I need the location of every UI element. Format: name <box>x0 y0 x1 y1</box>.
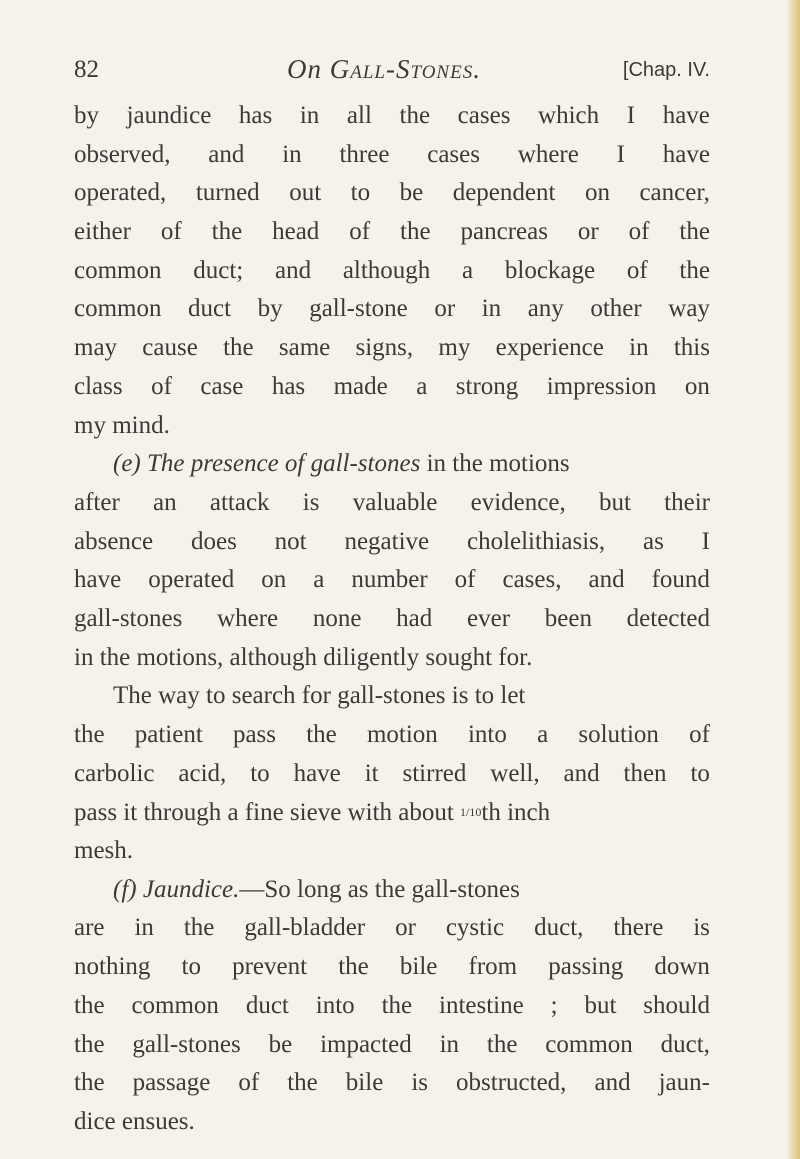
word: gall-stone <box>309 295 408 323</box>
word: acid, <box>178 759 227 787</box>
running-title <box>287 54 481 85</box>
word: either <box>74 218 131 246</box>
text-line <box>74 252 710 291</box>
line-text: in the motions <box>426 450 570 478</box>
word: on <box>584 179 610 207</box>
word: made <box>333 372 388 400</box>
section-heading-line <box>74 445 710 484</box>
word: a <box>416 372 428 400</box>
word: into <box>467 721 507 748</box>
word: class <box>74 372 123 400</box>
text-line <box>74 755 710 794</box>
text-line <box>74 561 710 600</box>
text-line <box>74 329 710 368</box>
word: the <box>399 102 431 129</box>
word: had <box>396 604 433 632</box>
line-text: mesh. <box>74 837 134 865</box>
word: cholelithiasis, <box>466 527 606 555</box>
word: which <box>538 102 600 129</box>
word: detected <box>626 604 710 632</box>
word: does <box>190 527 237 555</box>
word: are <box>74 914 105 942</box>
chapter-label: [Chap. IV. <box>622 59 710 81</box>
text-line <box>74 677 710 716</box>
word: jaun- <box>658 1069 710 1097</box>
word: case <box>200 372 244 400</box>
word: the <box>223 334 254 362</box>
word: and <box>563 759 600 787</box>
word: and <box>208 140 245 168</box>
word: be <box>268 1030 293 1058</box>
word: then <box>623 759 667 787</box>
word: is <box>411 1069 429 1097</box>
page-number: 82 <box>74 56 99 83</box>
word: jaundice <box>126 102 212 129</box>
word: should <box>643 991 710 1019</box>
word: ever <box>467 604 511 632</box>
text-line <box>74 639 710 678</box>
word: valuable <box>352 488 438 516</box>
text-line <box>74 793 710 832</box>
word: or <box>395 914 416 942</box>
word: patient <box>134 721 203 748</box>
word: attack <box>209 488 270 516</box>
word: experience <box>495 334 604 362</box>
word: or <box>577 218 599 246</box>
word: cases, <box>502 566 562 594</box>
word: all <box>346 102 372 129</box>
word: been <box>544 604 592 632</box>
word: blockage <box>504 256 596 284</box>
text-line <box>74 716 710 755</box>
word: this <box>673 334 710 362</box>
word: operated, <box>74 179 167 207</box>
word: impacted <box>320 1030 412 1058</box>
word: cases <box>457 102 511 129</box>
word: gall-stones <box>74 604 183 632</box>
word: the <box>679 218 710 246</box>
word: the <box>74 1030 105 1058</box>
word: cancer, <box>639 179 710 207</box>
word: of <box>238 1069 260 1097</box>
word: the <box>287 1069 318 1097</box>
word: in <box>481 295 502 323</box>
word: intestine <box>439 991 524 1019</box>
word: by <box>257 295 283 323</box>
word: and <box>274 256 312 284</box>
word: a <box>313 566 325 594</box>
word: the <box>679 256 710 284</box>
page-edge <box>786 0 800 1159</box>
word: an <box>153 488 177 516</box>
word: to <box>350 179 371 207</box>
word: of <box>454 566 476 594</box>
section-heading: The presence of gall-stones <box>147 450 421 478</box>
word: and <box>588 566 625 594</box>
word: observed, <box>74 140 171 168</box>
line-text: my mind. <box>74 411 170 439</box>
word: ; <box>550 991 558 1019</box>
word: I <box>616 140 625 168</box>
word: a <box>537 721 549 748</box>
word: three <box>339 140 390 168</box>
word: bile <box>345 1069 384 1097</box>
word: turned <box>195 179 260 207</box>
word: or <box>434 295 456 323</box>
word: stirred <box>402 759 467 787</box>
word: to <box>250 759 270 787</box>
word: signs, <box>355 334 414 362</box>
word: duct; <box>193 256 244 284</box>
word: of <box>689 721 710 748</box>
line-text: in the motions, although diligently sought for. <box>74 643 533 671</box>
word: their <box>664 488 710 516</box>
word: into <box>315 991 355 1019</box>
word: the <box>306 721 337 748</box>
word: the <box>74 991 105 1019</box>
text-line <box>74 1064 710 1103</box>
word: of <box>626 256 648 284</box>
line-text: The way to search for gall-stones is to let <box>113 682 526 710</box>
word: duct <box>245 991 289 1019</box>
word: common <box>545 1030 633 1058</box>
line-text: —So long as the gall-stones <box>239 875 520 903</box>
word: passage <box>132 1069 211 1097</box>
word: to <box>690 759 710 787</box>
word: gall-bladder <box>244 914 366 942</box>
word: has <box>238 102 273 129</box>
text-line <box>74 948 710 987</box>
word: in <box>629 334 649 362</box>
word: duct, <box>534 914 584 942</box>
word: has <box>271 372 306 400</box>
word: head <box>272 218 320 246</box>
word: on <box>261 566 287 594</box>
word: a <box>462 256 474 284</box>
running-header <box>74 54 710 86</box>
word: common <box>74 256 162 284</box>
word: in <box>282 140 302 168</box>
word: any <box>527 295 564 323</box>
word: dependent <box>452 179 556 207</box>
word: after <box>74 488 120 516</box>
word: is <box>693 914 710 942</box>
word: have <box>662 140 710 168</box>
word: number <box>351 566 428 594</box>
word: cases <box>427 140 480 168</box>
section-heading-line <box>74 871 710 910</box>
word: in <box>439 1030 460 1058</box>
word: but <box>598 488 631 516</box>
word: the <box>211 218 243 246</box>
word: I <box>701 527 710 555</box>
word: may <box>74 334 118 362</box>
word: negative <box>344 527 430 555</box>
word: the <box>183 914 215 942</box>
word: same <box>278 334 331 362</box>
word: be <box>399 179 424 207</box>
line-text: dice ensues. <box>74 1107 195 1135</box>
word: way <box>668 295 710 323</box>
word: the <box>338 953 369 981</box>
running-title-main: Gall-Stones. <box>329 54 481 84</box>
text-line <box>74 1026 710 1065</box>
word: strong <box>455 372 519 400</box>
word: as <box>642 527 664 555</box>
word: gall-stones <box>132 1030 241 1058</box>
word: from <box>468 953 518 981</box>
word: of <box>151 372 172 400</box>
word: pancreas <box>460 218 548 246</box>
text-line <box>74 484 710 523</box>
word: out <box>289 179 322 207</box>
word: impression <box>546 372 657 400</box>
word: the <box>381 991 413 1019</box>
word: common <box>74 295 162 323</box>
word: bile <box>399 953 438 981</box>
word: where <box>517 140 579 168</box>
fraction: 1/10 <box>460 805 482 820</box>
text-line <box>74 97 710 136</box>
word: the <box>74 1069 105 1097</box>
word: and <box>594 1069 631 1097</box>
word: on <box>684 372 710 400</box>
word: have <box>293 759 341 787</box>
word: solution <box>578 721 659 748</box>
word: found <box>651 566 710 594</box>
word: of <box>160 218 182 246</box>
word: of <box>349 218 371 246</box>
word: operated <box>148 566 235 594</box>
word: evidence, <box>470 488 566 516</box>
text-line <box>74 213 710 252</box>
text-line <box>74 832 710 871</box>
text-line <box>74 1103 710 1142</box>
word: the <box>74 721 105 748</box>
word: I <box>626 102 636 129</box>
text-line <box>74 136 710 175</box>
word: nothing <box>74 953 151 981</box>
section-label: (e) <box>113 450 141 478</box>
word: duct <box>188 295 232 323</box>
word: obstructed, <box>456 1069 567 1097</box>
word: by <box>74 102 99 129</box>
word: motion <box>366 721 438 748</box>
text-line <box>74 368 710 407</box>
text-line <box>74 407 710 446</box>
text-line <box>74 174 710 213</box>
word: but <box>584 991 617 1019</box>
word: the <box>486 1030 518 1058</box>
word: have <box>662 102 710 129</box>
word: of <box>628 218 650 246</box>
word: where <box>217 604 279 632</box>
word: have <box>74 566 122 594</box>
word: cystic <box>445 914 505 942</box>
word: not <box>274 527 307 555</box>
word: the <box>400 218 431 246</box>
line-text: th inch <box>481 799 551 827</box>
word: there <box>613 914 664 942</box>
word: none <box>312 604 362 632</box>
section-heading: Jaundice. <box>142 875 240 903</box>
word: prevent <box>232 953 308 981</box>
word: duct, <box>660 1030 710 1058</box>
word: is <box>302 488 320 516</box>
word: well, <box>490 759 540 787</box>
word: common <box>131 991 219 1019</box>
section-label: (f) <box>113 875 137 903</box>
word: pass <box>232 721 277 748</box>
text-line <box>74 987 710 1026</box>
word: although <box>342 256 431 284</box>
word: down <box>654 953 710 981</box>
text-line <box>74 600 710 639</box>
word: to <box>181 953 201 981</box>
body-text <box>74 97 710 1142</box>
word: my <box>438 334 471 362</box>
line-text: pass it through a fine sieve with about <box>74 799 454 827</box>
word: in <box>299 102 320 129</box>
text-line <box>74 523 710 562</box>
running-title-prefix: On <box>287 54 330 84</box>
word: it <box>364 759 379 787</box>
word: other <box>590 295 642 323</box>
word: passing <box>548 953 624 981</box>
word: carbolic <box>74 759 155 787</box>
word: absence <box>74 527 154 555</box>
word: cause <box>142 334 198 362</box>
text-line <box>74 909 710 948</box>
text-line <box>74 290 710 329</box>
word: in <box>134 914 154 942</box>
